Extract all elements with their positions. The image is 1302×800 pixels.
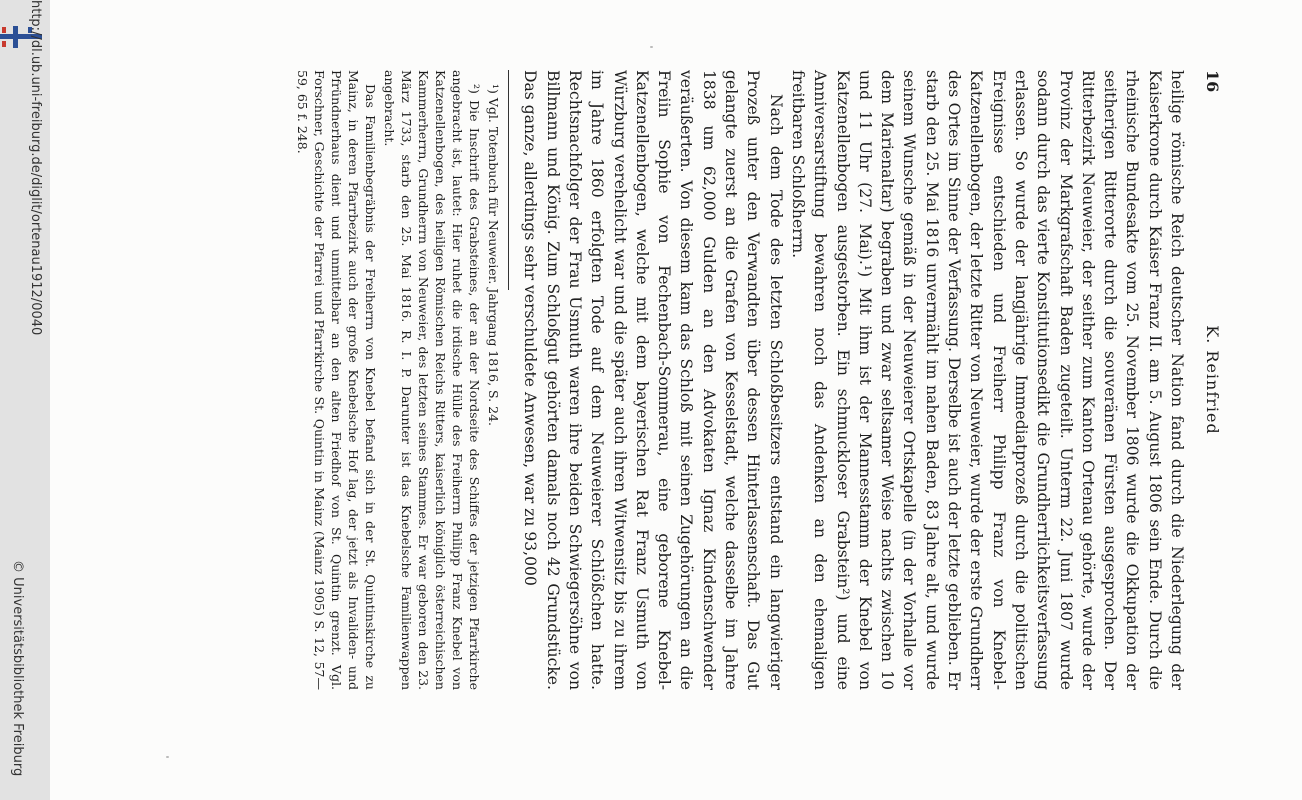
viewer-sidebar xyxy=(0,0,50,800)
document-url[interactable]: http://dl.ub.uni-freiburg.de/diglit/ortenau1912/0040 xyxy=(28,0,43,336)
paragraph: heilige römische Reich deutscher Nation fand durch die Niederlegung der Kaiserkrone durch Kaiser Franz II. am 5. August 1806 sein Ende. Durch die rheinische Bundesakte vom 25. November 1806 wurde die Okkupation der seitherigen Ritterorte durch die souveränen Fürsten ausgesprochen. Der Ritterbezirk Neuweier, der seither zum Kanton Ortenau gehörte, wurde der Provinz der Markgrafschaft Baden zugeteilt. Unterm 22. Juni 1807 wurde sodann durch das vierte Konstitutionsedikt die Grundherrlichkeitsverfassung erlassen. So wurde der langjährige Immediatprozeß durch die politischen Ereignisse entschieden und Freiherr Philipp Franz von Knebel-Katzenellenbogen, der letzte Ritter von Neuweier, wurde der erste Grundherr des Ortes im Sinne der Verfassung. Derselbe ist auch der letzte geblieben. Er starb den 25. Mai 1816 unvermählt im nahen Baden, 83 Jahre alt, und wurde seinem Wunsche gemäß in der Neuweierer Ortskapelle (in der Vorhalle vor dem Marienaltar) begraben und zwar seltsamer Weise nachts zwischen 10 und 11 Uhr (27. Mai).¹) Mit ihm ist der Mannesstamm der Knebel von Katzenellenbogen ausgestorben. Ein schmuckloser Grabstein²) und eine Anniversarstiftung bewahren noch das Andenken an den ehemaligen freitbaren Schloßherrn. xyxy=(788,70,1186,690)
page-content xyxy=(130,70,1230,690)
page-header xyxy=(1190,70,1230,690)
footnotes xyxy=(294,70,502,690)
page-number: 16 xyxy=(1203,70,1222,93)
footnote-divider xyxy=(508,70,509,290)
footnote: ¹) Vgl. Totenbuch für Neuweier. Jahrgang 1816, S. 24. xyxy=(486,84,502,426)
body-text xyxy=(519,70,1188,690)
footnote: ²) Die Inschrift des Grabsteines, der an der Nordseite des Schiffes der jetzigen Pfarrkirche angebracht ist, lautet: Hier ruhet die irdische Hülle des Freiherrn Philipp Franz Knebel von Katzenellenbogen, des heiligen Römischen Reichs Ritters, kaiserlich königlich österreichischen Kammerherrn, Grundherrn von Neuweier, des letzten seines Stammes. Er war geboren den 23. März 1733, starb den 25. Mai 1816. R. I. P. Darunter ist das Knebelsche Familienwappen angebracht. xyxy=(382,70,483,690)
paragraph: Nach dem Tode des letzten Schloßbesitzers entstand ein langwieriger Prozeß unter den Verwandten über dessen Hinterlassenschaft. Das Gut gelangte zuerst an die Grafen von Kesselstadt, welche dasselbe im Jahre 1838 um 62,000 Gulden an den Advokaten Ignaz Kindenschwender veräußerten. Von diesem kam das Schloß mit seinen Zugehörungen an die Freiin Sophie von Fechenbach-Sommerau, eine geborene Knebel-Katzenellenbogen, welche mit dem bayerischen Rat Franz Usmuth von Würzburg verehelicht war und die später auch ihren Witwensitz bis zu ihrem im Jahre 1860 erfolgten Tode auf dem Neuweierer Schlößchen hatte. Rechtsnachfolger der Frau Usmuth waren ihre beiden Schwiegersöhne von Billmann und König. Zum Schloßgut gehörten damals noch 42 Grundstücke. Das ganze, allerdings sehr verschuldete Anwesen, war zu 93,000 xyxy=(521,70,785,690)
running-head: K. Reinfried xyxy=(1203,325,1222,435)
copyright-notice: © Universitätsbibliothek Freiburg xyxy=(10,560,25,777)
footnote: Das Familienbegräbnis der Freiherrn von Knebel befand sich in der St. Quintinskirche zu Mainz, in deren Pfarrbezirk auch der große Knebelsche Hof lag, der jetzt als Invaliden- und Pfründnerhaus dient und unmittelbar an den alten Friedhof von St. Quintin grenzt. Vgl. Forschner, Geschichte der Pfarrei und Pfarrkirche St. Quintin in Mainz (Mainz 1905) S. 12, 57—59, 65 f. 248. xyxy=(295,70,379,690)
